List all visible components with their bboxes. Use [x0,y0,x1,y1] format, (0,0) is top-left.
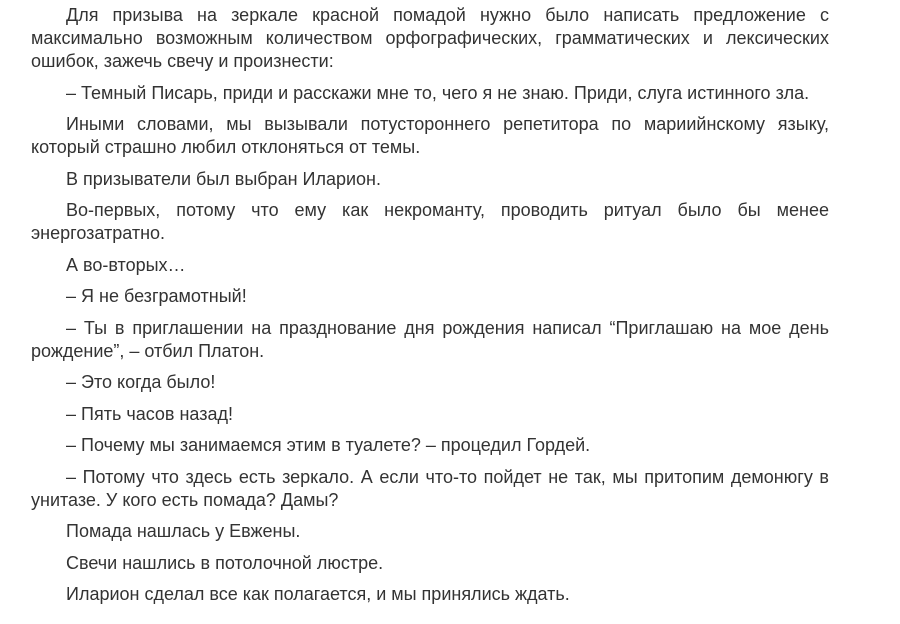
paragraph: Иными словами, мы вызывали потустороннего репетитора по мариийнскому языку, который страшно любил отклоняться от темы. [31,114,829,157]
paragraph: В призыватели был выбран Иларион. [66,168,381,189]
paragraph: – Это когда было! [66,372,216,392]
paragraph: А во-вторых… [66,254,186,275]
paragraph: – Пять часов назад! [66,403,234,424]
paragraph: Иларион сделал все как полагается, и мы принялись ждать. [66,584,570,604]
paragraph: – Потому что здесь есть зеркало. А если что-то пойдет не так, мы притопим демонюгу в унитазе. У кого есть помада? Дамы? [31,466,829,510]
paragraph: – Темный Писарь, приди и расскажи мне то, чего я не знаю. Приди, слуга истинного зла. [66,82,810,103]
paragraph: Во-первых, потому что ему как некроманту, проводить ритуал было бы менее энергозатратно. [31,200,829,243]
paragraph: Помада нашлась у Евжены. [66,521,301,541]
paragraph: Для призыва на зеркале красной помадой нужно было написать предложение с максимально возможным количеством орфографических, грамматических и лексических ошибок, зажечь свечу и произнести: [31,5,829,71]
paragraph: Свечи нашлись в потолочной люстре. [66,552,384,573]
paragraph: – Ты в приглашении на празднование дня рождения написал “Приглашаю на мое день рождение”, – отбил Платон. [31,317,829,361]
paragraph: – Я не безграмотный! [66,286,247,306]
paragraph: – Почему мы занимаемся этим в туалете? – процедил Гордей. [66,435,591,455]
